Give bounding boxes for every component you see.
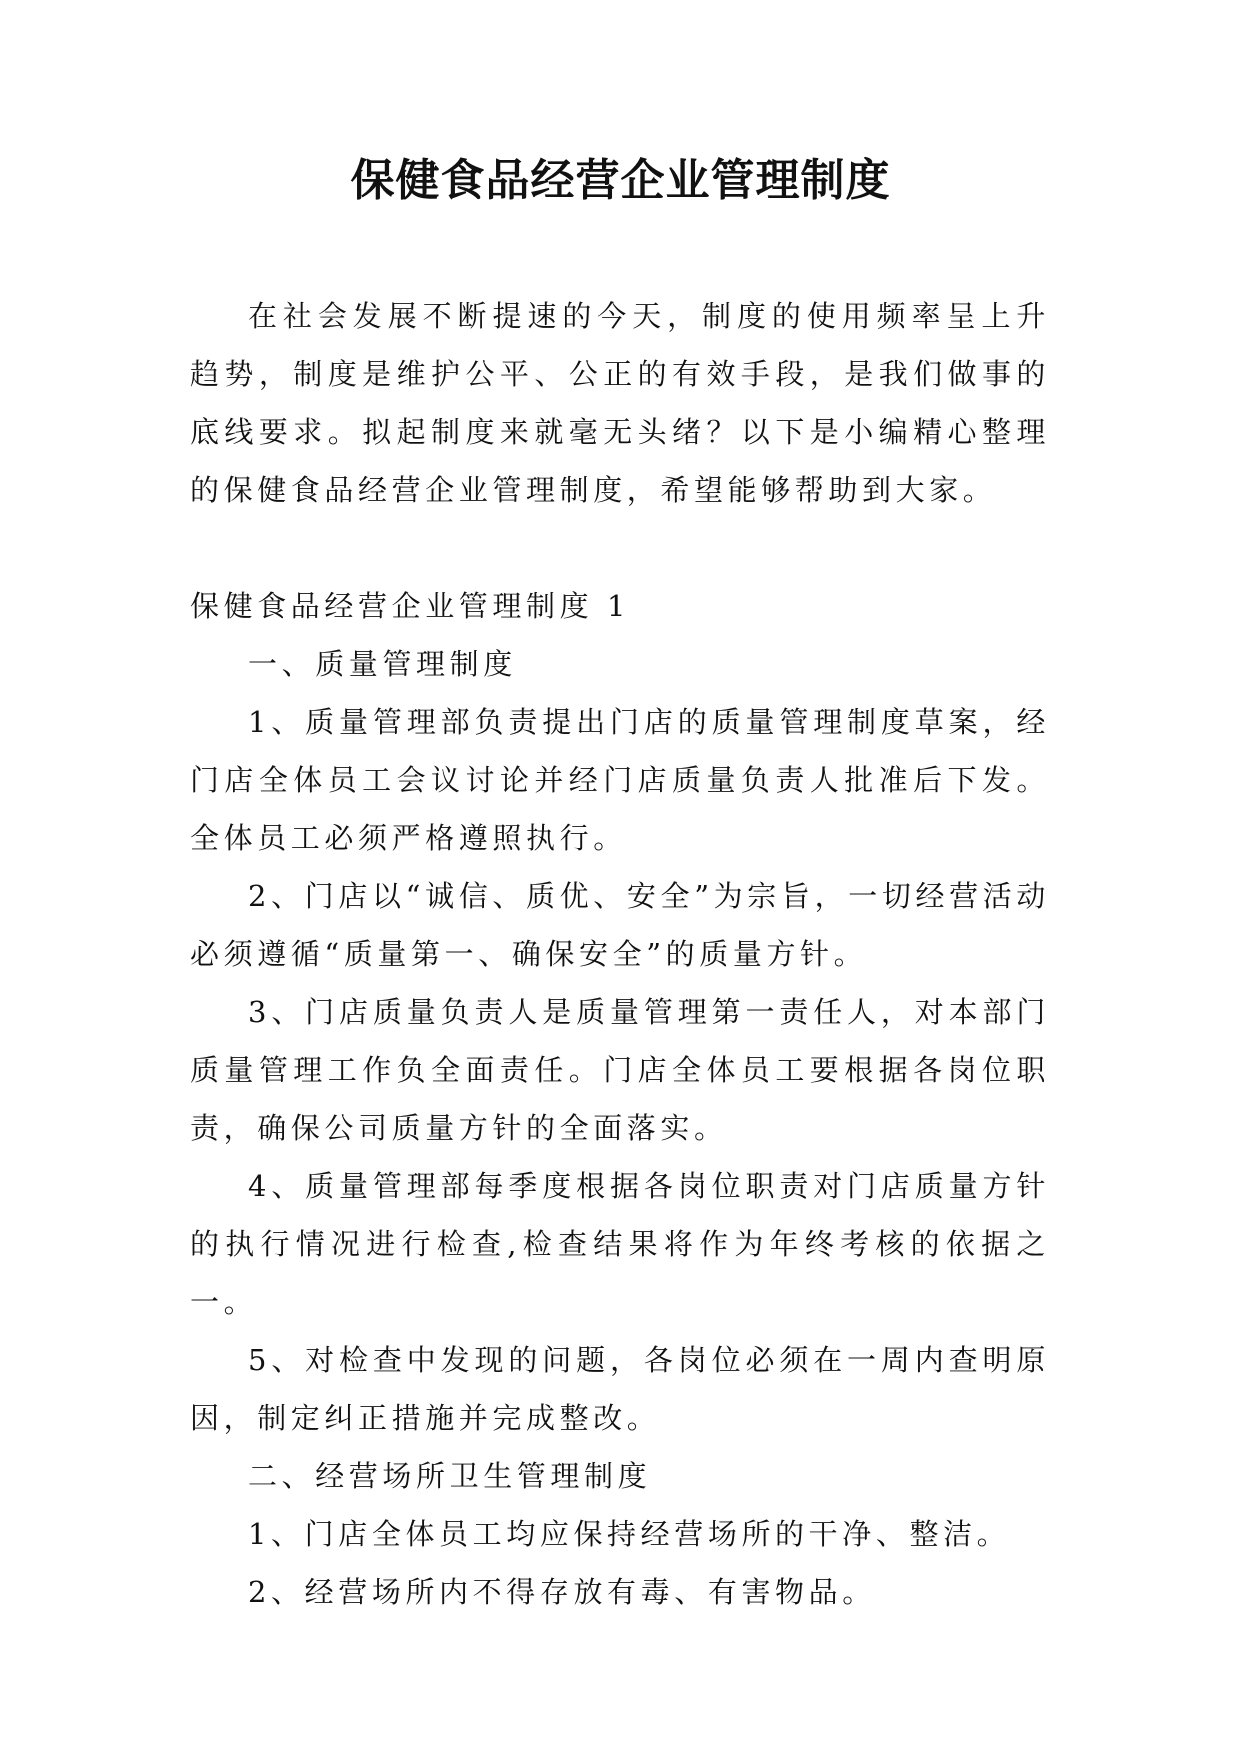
section-title: 保健食品经营企业管理制度 1 bbox=[190, 589, 631, 623]
part2-heading: 二、经营场所卫生管理制度 bbox=[248, 1459, 652, 1493]
part1-item-3: 3、门店质量负责人是质量管理第一责任人，对本部门质量管理工作负全面责任。门店全体员工要根据各岗位职责，确保公司质量方针的全面落实。 bbox=[190, 995, 1050, 1145]
part1-item-5: 5、对检查中发现的问题，各岗位必须在一周内查明原因，制定纠正措施并完成整改。 bbox=[190, 1343, 1050, 1435]
part1-item-2: 2、门店以“诚信、质优、安全”为宗旨，一切经营活动必须遵循“质量第一、确保安全”的质量方针。 bbox=[190, 879, 1050, 971]
part1-item-4: 4、质量管理部每季度根据各岗位职责对门店质量方针的执行情况进行检查,检查结果将作为年终考核的依据之一。 bbox=[190, 1169, 1050, 1319]
document-body bbox=[190, 287, 1050, 1621]
part2-item-2: 2、经营场所内不得存放有毒、有害物品。 bbox=[248, 1575, 876, 1609]
intro-paragraph: 在社会发展不断提速的今天，制度的使用频率呈上升趋势，制度是维护公平、公正的有效手段，是我们做事的底线要求。拟起制度来就毫无头绪？以下是小编精心整理的保健食品经营企业管理制度，希望能够帮助到大家。 bbox=[190, 299, 1050, 507]
document-title: 保健食品经营企业管理制度 bbox=[350, 155, 891, 206]
part1-heading: 一、质量管理制度 bbox=[248, 647, 517, 681]
part1-item-1: 1、质量管理部负责提出门店的质量管理制度草案，经门店全体员工会议讨论并经门店质量负责人批准后下发。全体员工必须严格遵照执行。 bbox=[190, 705, 1050, 855]
part2-item-1: 1、门店全体员工均应保持经营场所的干净、整洁。 bbox=[248, 1517, 1011, 1551]
paragraph-gap bbox=[190, 519, 1050, 577]
